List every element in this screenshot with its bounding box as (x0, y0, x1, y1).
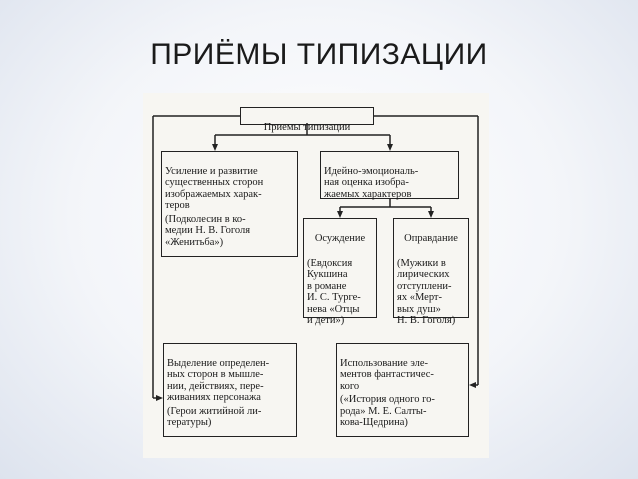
root-box (240, 107, 374, 133)
fantastic-example: («История одного го- рода» М. Е. Салты- кова-Щедрина) (340, 394, 435, 428)
fantastic-text: Использование эле- ментов фантастичес- кого (340, 357, 434, 392)
justification-example: (Мужики в лирических отступлени- ях «Мерт- вых душ» Н. В. Гоголя) (397, 257, 456, 326)
selection-text: Выделение определен- ных сторон в мышле- нии, действиях, пере- живаниях персонажа (167, 357, 270, 403)
strengthen-text: Усиление и развитие существенных сторон изображаемых харак- теров (165, 165, 264, 211)
diagram-scan (143, 93, 489, 458)
condemnation-text: Осуждение (314, 232, 366, 244)
strengthen-box (161, 151, 298, 257)
fantastic-box (336, 343, 469, 437)
condemnation-box (303, 218, 377, 326)
selection-example: (Герои житийной ли- тературы) (167, 405, 262, 428)
slide-title: ПРИЁМЫ ТИПИЗАЦИИ (150, 38, 488, 71)
justification-box (393, 218, 469, 326)
justification-text: Оправдание (404, 232, 458, 244)
ideological-text: Идейно-эмоциональ- ная оценка изобра- жаемых характеров (324, 165, 419, 200)
ideological-box (320, 151, 459, 199)
strengthen-example: (Подколесин в ко- медии Н. В. Гоголя «Женитьба») (165, 213, 251, 248)
selection-box (163, 343, 297, 437)
root-label: Приемы типизации (263, 121, 351, 133)
condemnation-example: (Евдоксия Кукшина в романе И. С. Турге- нева «Отцы и дети») (307, 257, 361, 326)
